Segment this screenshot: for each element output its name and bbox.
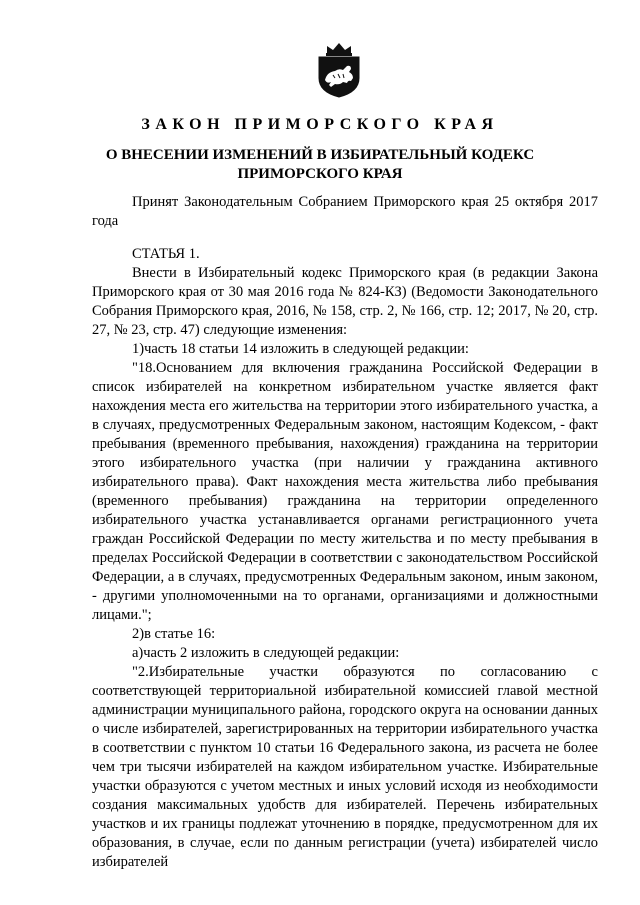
adopted-statement: Принят Законодательным Собранием Приморского края 25 октября 2017 года bbox=[92, 194, 598, 229]
paragraph: 2)в статье 16: bbox=[132, 626, 216, 642]
law-subtitle-line: О ВНЕСЕНИИ ИЗМЕНЕНИЙ В ИЗБИРАТЕЛЬНЫЙ КОДЕКС bbox=[105, 147, 535, 163]
law-subtitle bbox=[92, 146, 548, 184]
article-heading: СТАТЬЯ 1. bbox=[132, 246, 200, 262]
paragraph: "2.Избирательные участки образуются по согласованию с соответствующей территориальной избирательной комиссией главой местной администрации муниципального района, городского округа на основании данных о числе избирателей, зарегистрированных на территории избирательного участка в соответствии с пунктом 10 статьи 16 Федерального закона, из расчета не более чем три тысячи избирателей на каждом избирательном участке. Избирательные участки образуются с учетом местных и иных условий исходя из необходимости создания максимальных удобств для избирателей. Перечень избирательных участков и их границы подлежат уточнению в порядке, предусмотренном для их образования, в случае, если по данным регистрации (учета) избирателей число избирателей bbox=[92, 664, 598, 870]
law-subtitle-line: ПРИМОРСКОГО КРАЯ bbox=[237, 166, 403, 182]
paragraph: а)часть 2 изложить в следующей редакции: bbox=[132, 645, 400, 661]
law-title: ЗАКОН ПРИМОРСКОГО КРАЯ bbox=[141, 116, 499, 133]
paragraph: "18.Основанием для включения гражданина Российской Федерации в список избирателей на конкретном избирательном участке является факт нахождения места его жительства на территории этого избирательного участка, а в случаях, предусмотренных Федеральным законом, настоящим Кодексом, - факт пребывания (временного пребывания, нахождения) гражданина на территории этого избирательного участка (при наличии у гражданина активного избирательного права). Факт нахождения места жительства либо пребывания (временного пребывания) гражданина на территории определенного избирательного участка устанавливается органами регистрационного учета граждан Российской Федерации по месту жительства и по месту пребывания в пределах Российской Федерации в соответствии с законодательством Российской Федерации, а в случаях, предусмотренных Федеральным законом, иным законом, - другими уполномоченными на то органами, организациями и должностными лицами."; bbox=[92, 360, 598, 623]
document-body bbox=[92, 193, 598, 872]
paragraph: 1)часть 18 статьи 14 изложить в следующей редакции: bbox=[132, 341, 469, 357]
coat-of-arms-tiger-icon bbox=[313, 40, 365, 98]
paragraph: Внести в Избирательный кодекс Приморского края (в редакции Закона Приморского края от 30 мая 2016 года № 824-КЗ) (Ведомости Законодательного Собрания Приморского края, 2016, № 158, стр. 2, № 166, стр. 12; 2017, № 20, стр. 27, № 23, стр. 47) следующие изменения: bbox=[92, 265, 598, 338]
crown bbox=[326, 43, 352, 56]
